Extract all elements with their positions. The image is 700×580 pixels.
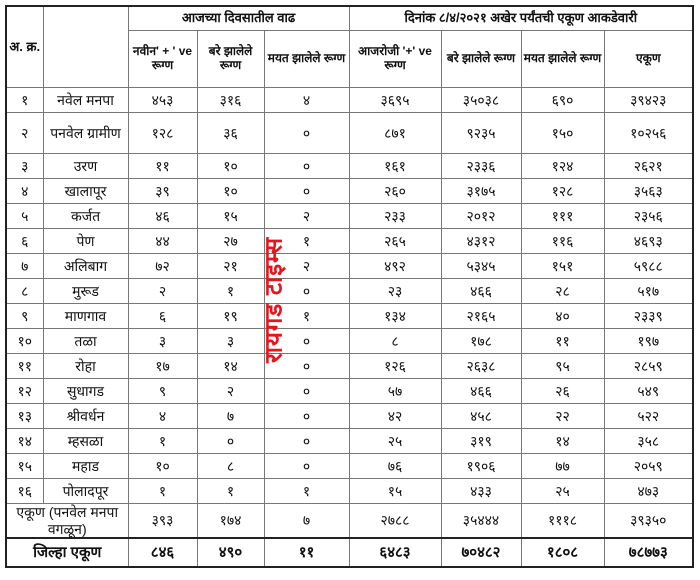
value-cell: ९२३५ xyxy=(441,113,521,154)
value-cell: २६० xyxy=(349,179,441,204)
value-cell: ४५३ xyxy=(128,88,197,113)
covid-stats-table xyxy=(5,5,694,568)
value-cell: १९ xyxy=(197,304,264,329)
value-cell: २३५६ xyxy=(604,204,693,229)
value-cell: ४६६ xyxy=(441,379,521,404)
value-cell: ४५८ xyxy=(441,404,521,429)
value-cell: १७ xyxy=(128,354,197,379)
value-cell: १३४ xyxy=(349,304,441,329)
serial-number: ९ xyxy=(6,304,43,329)
district-total-row xyxy=(6,538,693,567)
value-cell: १ xyxy=(264,304,349,329)
table-row xyxy=(6,354,693,379)
value-cell: ३९३५० xyxy=(604,504,693,539)
table-row xyxy=(6,254,693,279)
value-cell: १० xyxy=(128,454,197,479)
taluka-name: पनवेल ग्रामीण xyxy=(43,113,128,154)
table-row xyxy=(6,329,693,354)
serial-number: १२ xyxy=(6,379,43,404)
value-cell: ४० xyxy=(521,304,604,329)
value-cell: ८ xyxy=(197,454,264,479)
value-cell: २३ xyxy=(349,279,441,304)
value-cell: १२६ xyxy=(349,354,441,379)
row-label: जिल्हा एकूण xyxy=(6,538,128,567)
value-cell: २३३९ xyxy=(604,304,693,329)
taluka-name: माणगाव xyxy=(43,304,128,329)
value-cell: १५ xyxy=(349,479,441,504)
serial-number: १ xyxy=(6,88,43,113)
taluka-name: श्रीवर्धन xyxy=(43,404,128,429)
value-cell: ११६ xyxy=(521,229,604,254)
serial-number: ५ xyxy=(6,204,43,229)
value-cell: ० xyxy=(264,329,349,354)
value-cell: ५१७ xyxy=(604,279,693,304)
taluka-name: मुरूड xyxy=(43,279,128,304)
taluka-name: कर्जत xyxy=(43,204,128,229)
sr-header: अ. क्र. xyxy=(6,6,43,88)
table-row xyxy=(6,379,693,404)
watermark-logo: रायगड टाइम्स xyxy=(260,236,288,364)
value-cell: २५ xyxy=(521,479,604,504)
taluka-name: खालापूर xyxy=(43,179,128,204)
value-cell: १ xyxy=(128,429,197,454)
column-header: मयत झालेले रूग्ण xyxy=(521,31,604,88)
value-cell: ३६९५ xyxy=(349,88,441,113)
value-cell: १९०६ xyxy=(441,454,521,479)
value-cell: ५३४५ xyxy=(441,254,521,279)
row-label: एकूण (पनवेल मनपा वगळून) xyxy=(6,504,128,539)
serial-number: ११ xyxy=(6,354,43,379)
column-header: बरे झालेले रूग्ण xyxy=(441,31,521,88)
today-group-header: आजच्या दिवसातील वाढ xyxy=(128,6,349,31)
column-header: मयत झालेले रूग्ण xyxy=(264,31,349,88)
value-cell: २६२१ xyxy=(604,154,693,179)
value-cell: ५९८८ xyxy=(604,254,693,279)
value-cell: ७८७७३ xyxy=(604,538,693,567)
table-row xyxy=(6,113,693,154)
taluka-name: महाड xyxy=(43,454,128,479)
value-cell: ४३१२ xyxy=(441,229,521,254)
value-cell: २३३६ xyxy=(441,154,521,179)
value-cell: १०२५६ xyxy=(604,113,693,154)
value-cell: १४ xyxy=(521,429,604,454)
value-cell: २ xyxy=(264,204,349,229)
value-cell: २ xyxy=(264,254,349,279)
taluka-name: तळा xyxy=(43,329,128,354)
table-row xyxy=(6,454,693,479)
value-cell: ३१६ xyxy=(197,88,264,113)
value-cell: २८ xyxy=(521,279,604,304)
value-cell: १० xyxy=(197,179,264,204)
taluka-name: अलिबाग xyxy=(43,254,128,279)
value-cell: २७८८ xyxy=(349,504,441,539)
value-cell: १ xyxy=(197,479,264,504)
value-cell: २६ xyxy=(521,379,604,404)
value-cell: १० xyxy=(197,154,264,179)
value-cell: ० xyxy=(197,429,264,454)
value-cell: ३५०३८ xyxy=(441,88,521,113)
column-header: एकूण xyxy=(604,31,693,88)
value-cell: ४६६ xyxy=(441,279,521,304)
column-header: आजरोजी '+' ve रूग्ण xyxy=(349,31,441,88)
value-cell: ० xyxy=(264,404,349,429)
value-cell: ३९ xyxy=(128,179,197,204)
value-cell: २०१२ xyxy=(441,204,521,229)
value-cell: ० xyxy=(264,354,349,379)
value-cell: २ xyxy=(128,279,197,304)
taluka-name: उरण xyxy=(43,154,128,179)
value-cell: ७०४८२ xyxy=(441,538,521,567)
taluka-name: रोहा xyxy=(43,354,128,379)
table-row xyxy=(6,204,693,229)
serial-number: २ xyxy=(6,113,43,154)
value-cell: २ xyxy=(197,379,264,404)
taluka-name: म्हसळा xyxy=(43,429,128,454)
value-cell: १११८ xyxy=(521,504,604,539)
value-cell: ३५४४४ xyxy=(441,504,521,539)
value-cell: ७६ xyxy=(349,454,441,479)
serial-number: ६ xyxy=(6,229,43,254)
value-cell: ४६९३ xyxy=(604,229,693,254)
taluka-name: पेण xyxy=(43,229,128,254)
value-cell: ० xyxy=(264,279,349,304)
serial-number: १० xyxy=(6,329,43,354)
value-cell: ५७ xyxy=(349,379,441,404)
value-cell: ३५६३ xyxy=(604,179,693,204)
value-cell: ३९३ xyxy=(128,504,197,539)
value-cell: १ xyxy=(264,479,349,504)
value-cell: १७८ xyxy=(441,329,521,354)
value-cell: ३ xyxy=(197,329,264,354)
value-cell: १८०८ xyxy=(521,538,604,567)
value-cell: ३६ xyxy=(197,113,264,154)
value-cell: १९७ xyxy=(604,329,693,354)
value-cell: १११ xyxy=(521,204,604,229)
table-row xyxy=(6,154,693,179)
value-cell: ११ xyxy=(521,329,604,354)
table-row xyxy=(6,88,693,113)
value-cell: ३१७५ xyxy=(441,179,521,204)
value-cell: १४ xyxy=(197,354,264,379)
value-cell: ० xyxy=(264,179,349,204)
value-cell: ७७ xyxy=(521,454,604,479)
column-header: नवीन' + ' ve रूग्ण xyxy=(128,31,197,88)
value-cell: ३९४२३ xyxy=(604,88,693,113)
value-cell: २६३८ xyxy=(441,354,521,379)
value-cell: ८४६ xyxy=(128,538,197,567)
value-cell: ० xyxy=(264,113,349,154)
value-cell: ४९० xyxy=(197,538,264,567)
value-cell: ४९२ xyxy=(349,254,441,279)
value-cell: २६५ xyxy=(349,229,441,254)
value-cell: ० xyxy=(264,429,349,454)
value-cell: २८५९ xyxy=(604,354,693,379)
value-cell: १२८ xyxy=(128,113,197,154)
table-row xyxy=(6,479,693,504)
value-cell: ९ xyxy=(128,379,197,404)
value-cell: ४६ xyxy=(128,204,197,229)
value-cell: ४४ xyxy=(128,229,197,254)
value-cell: २१ xyxy=(197,254,264,279)
taluka-name: नवेल मनपा xyxy=(43,88,128,113)
value-cell: १५१ xyxy=(521,254,604,279)
value-cell: ३५८ xyxy=(604,429,693,454)
serial-number: १४ xyxy=(6,429,43,454)
table-row xyxy=(6,404,693,429)
column-header: बरे झालेले रूग्ण xyxy=(197,31,264,88)
value-cell: १७४ xyxy=(197,504,264,539)
value-cell: ५४९ xyxy=(604,379,693,404)
table-row xyxy=(6,304,693,329)
value-cell: १ xyxy=(128,479,197,504)
value-cell: ८७१ xyxy=(349,113,441,154)
table-row xyxy=(6,279,693,304)
value-cell: ६४८३ xyxy=(349,538,441,567)
value-cell: ४७३ xyxy=(604,479,693,504)
taluka-name: पोलादपूर xyxy=(43,479,128,504)
value-cell: १ xyxy=(197,279,264,304)
subtotal-row xyxy=(6,504,693,539)
value-cell: १५ xyxy=(197,204,264,229)
name-header xyxy=(43,6,128,88)
value-cell: ७ xyxy=(264,504,349,539)
serial-number: ४ xyxy=(6,179,43,204)
serial-number: १५ xyxy=(6,454,43,479)
serial-number: ७ xyxy=(6,254,43,279)
table-row xyxy=(6,429,693,454)
table-row xyxy=(6,229,693,254)
value-cell: ४२ xyxy=(349,404,441,429)
value-cell: ९५ xyxy=(521,354,604,379)
value-cell: ६९० xyxy=(521,88,604,113)
value-cell: ६ xyxy=(128,304,197,329)
value-cell: १६१ xyxy=(349,154,441,179)
value-cell: २०५९ xyxy=(604,454,693,479)
value-cell: ३ xyxy=(128,329,197,354)
value-cell: १ xyxy=(264,229,349,254)
serial-number: ८ xyxy=(6,279,43,304)
value-cell: १२४ xyxy=(521,154,604,179)
value-cell: ० xyxy=(264,454,349,479)
value-cell: ८ xyxy=(349,329,441,354)
value-cell: २३३ xyxy=(349,204,441,229)
serial-number: १६ xyxy=(6,479,43,504)
value-cell: १५० xyxy=(521,113,604,154)
taluka-name: सुधागड xyxy=(43,379,128,404)
value-cell: ५२२ xyxy=(604,404,693,429)
value-cell: १२८ xyxy=(521,179,604,204)
value-cell: २२ xyxy=(521,404,604,429)
value-cell: ४ xyxy=(264,88,349,113)
serial-number: १३ xyxy=(6,404,43,429)
value-cell: २१६५ xyxy=(441,304,521,329)
value-cell: ० xyxy=(264,379,349,404)
cumulative-group-header: दिनांक ८/४/२०२१ अखेर पर्यंतची एकूण आकडेवारी xyxy=(349,6,693,31)
value-cell: ३१९ xyxy=(441,429,521,454)
value-cell: ० xyxy=(264,154,349,179)
value-cell: ७२ xyxy=(128,254,197,279)
value-cell: ४३३ xyxy=(441,479,521,504)
serial-number: ३ xyxy=(6,154,43,179)
value-cell: ११ xyxy=(264,538,349,567)
value-cell: २५ xyxy=(349,429,441,454)
value-cell: २७ xyxy=(197,229,264,254)
value-cell: ४ xyxy=(128,404,197,429)
value-cell: ७ xyxy=(197,404,264,429)
value-cell: ११ xyxy=(128,154,197,179)
table-row xyxy=(6,179,693,204)
